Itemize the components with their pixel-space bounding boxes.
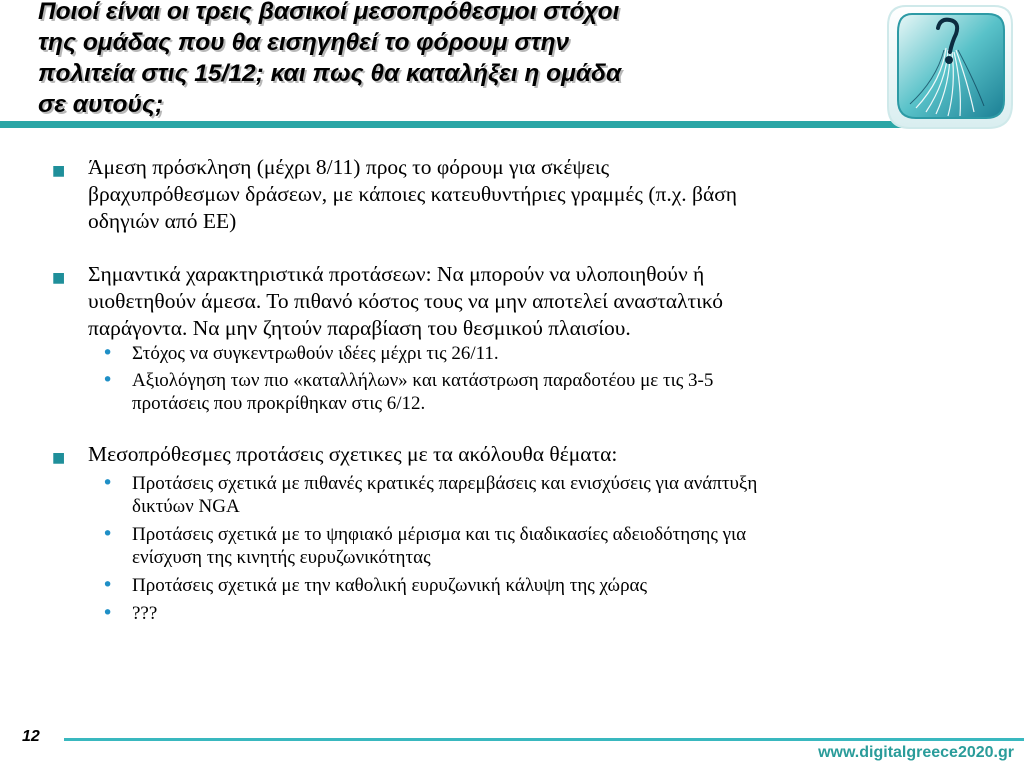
- sub-bullet-text-line: Προτάσεις σχετικά με το ψηφιακό μέρισμα και τις διαδικασίες αδειοδότησης για: [132, 524, 747, 545]
- dot-bullet-icon: •: [102, 602, 114, 624]
- sub-bullet-item: [52, 342, 982, 365]
- dot-bullet-icon: •: [102, 574, 114, 596]
- footer-divider: [64, 738, 1024, 741]
- bullet-text-line: οδηγιών από ΕΕ): [88, 209, 237, 233]
- sub-bullet-item: [52, 472, 982, 518]
- bullet-text-line: υιοθετηθούν άμεσα. Το πιθανό κόστος τους να μην αποτελεί ανασταλτικό: [88, 289, 724, 313]
- bullet-text-line: παράγοντα. Να μην ζητούν παραβίαση του θεσμικού πλαισίου.: [88, 316, 631, 340]
- sub-bullet-item: [52, 523, 982, 569]
- page-number: 12: [22, 728, 40, 745]
- sub-bullet-text-line: Προτάσεις σχετικά με την καθολική ευρυζωνική κάλυψη της χώρας: [132, 575, 648, 596]
- sub-bullet-item: [52, 369, 982, 415]
- title-divider: [0, 121, 920, 128]
- title-line: της ομάδας που θα εισηγηθεί το φόρουμ στην: [38, 29, 570, 56]
- sub-bullet-text-line: Αξιολόγηση των πιο «καταλλήλων» και κατάστρωση παραδοτέου με τις 3-5: [132, 370, 714, 391]
- square-bullet-icon: ■: [52, 450, 66, 466]
- sub-bullet-text-line: Προτάσεις σχετικά με πιθανές κρατικές παρεμβάσεις και ενισχύσεις για ανάπτυξη: [132, 473, 758, 494]
- dot-bullet-icon: •: [102, 369, 114, 391]
- sub-bullet-text-line: προτάσεις που προκρίθηκαν στις 6/12.: [132, 393, 426, 414]
- sub-bullet-text-line: Στόχος να συγκεντρωθούν ιδέες μέχρι τις 26/11.: [132, 343, 499, 364]
- bullet-text-line: Άμεση πρόσκληση (μέχρι 8/11) προς το φόρουμ για σκέψεις: [88, 155, 610, 179]
- sub-bullet-text-line: ???: [132, 603, 158, 624]
- sub-bullet-item: [52, 574, 982, 597]
- bullet-text-line: Σημαντικά χαρακτηριστικά προτάσεων: Να μπορούν να υλοποιηθούν ή: [88, 262, 705, 286]
- dot-bullet-icon: •: [102, 472, 114, 494]
- dot-bullet-icon: •: [102, 523, 114, 545]
- bullet-item: [52, 261, 982, 342]
- bullet-text-line: βραχυπρόθεσμων δράσεων, με κάποιες κατευθυντήριες γραμμές (π.χ. βάση: [88, 182, 738, 206]
- title-line: πολιτεία στις 15/12; και πως θα καταλήξει η ομάδα: [38, 60, 622, 87]
- sub-bullet-text-line: δικτύων NGA: [132, 496, 240, 517]
- website-link[interactable]: www.digitalgreece2020.gr: [818, 744, 1014, 761]
- bullet-item: [52, 154, 982, 235]
- slide-title: [38, 0, 828, 120]
- dot-bullet-icon: •: [102, 342, 114, 364]
- square-bullet-icon: ■: [52, 270, 66, 286]
- bullet-text-line: Μεσοπρόθεσμες προτάσεις σχετικες με τα ακόλουθα θέματα:: [88, 442, 618, 466]
- bullet-item: [52, 441, 982, 468]
- title-line: Ποιοί είναι οι τρεις βασικοί μεσοπρόθεσμοι στόχοι: [38, 0, 620, 25]
- square-bullet-icon: ■: [52, 163, 66, 179]
- title-line: σε αυτούς;: [38, 91, 164, 118]
- slide-body: [52, 154, 982, 625]
- sub-bullet-item: [52, 602, 982, 625]
- sub-bullet-text-line: ενίσχυση της κινητής ευρυζωνικότητας: [132, 547, 431, 568]
- digital-greece-logo-icon: [876, 0, 1016, 130]
